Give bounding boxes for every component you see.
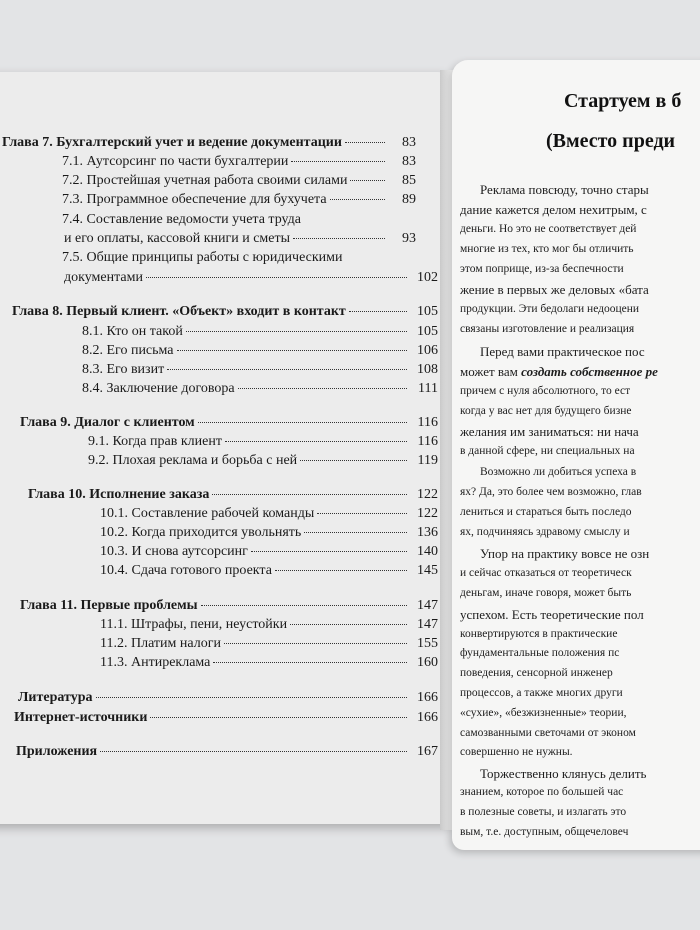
text-line: этом поприще, из-за беспечности [460, 263, 624, 275]
toc-entry[interactable]: 7.1. Аутсорсинг по части бухгалтерии 83 [62, 154, 416, 169]
toc-entry[interactable]: 7.4. Составление ведомости учета труда [62, 212, 301, 227]
toc-page: 83 [402, 135, 416, 150]
toc-entry[interactable]: 8.2. Его письма 106 [82, 343, 438, 358]
toc-entry[interactable]: 8.4. Заключение договора 111 [82, 381, 438, 396]
text-line: Возможно ли добиться успеха в [480, 466, 637, 478]
toc-entry[interactable]: 8.3. Его визит 108 [82, 362, 438, 377]
text-line: деньгам, иначе говоря, может быть [460, 587, 632, 599]
toc-entry[interactable]: 9.1. Когда прав клиент 116 [88, 434, 438, 449]
emphasis-text: создать собственное ре [521, 364, 658, 379]
toc-entry[interactable]: 11.2. Платим налоги 155 [100, 636, 438, 651]
text-line: фундаментальные положения пс [460, 647, 620, 659]
text-line: многие из тех, кто мог бы отличить [460, 243, 634, 255]
toc-title: Глава 7. Бухгалтерский учет и ведение документации [2, 135, 342, 150]
toc-entry[interactable]: 11.1. Штрафы, пени, неустойки 147 [100, 617, 438, 632]
page-title: Стартуем в б [564, 90, 682, 112]
toc-entry[interactable]: 8.1. Кто он такой 105 [82, 324, 438, 339]
toc-chapter-7[interactable] [2, 134, 416, 151]
text-line: в полезные советы, и излагать это [460, 806, 627, 818]
text-line: процессов, а также многих други [460, 687, 623, 699]
toc-internet-sources[interactable]: Интернет-источники 166 [14, 710, 438, 725]
text-line: деньги. Но это не соответствует дей [460, 223, 637, 235]
text-line: в данной сфере, ни специальных на [460, 445, 635, 457]
right-page [452, 60, 700, 850]
toc-entry[interactable]: 10.4. Сдача готового проекта 145 [100, 563, 438, 578]
text-line: самозванными светочами от эконом [460, 727, 636, 739]
toc-appendices[interactable]: Приложения 167 [16, 744, 438, 759]
text-line: поведения, сенсорной инженер [460, 667, 613, 679]
toc-entry[interactable]: 10.3. И снова аутсорсинг 140 [100, 544, 438, 559]
text-line: Торжественно клянусь делить [480, 766, 647, 781]
toc-chapter-8[interactable]: Глава 8. Первый клиент. «Объект» входит в контакт 105 [12, 304, 438, 319]
toc-entry[interactable]: 7.2. Простейшая учетная работа своими силами 85 [62, 173, 416, 188]
text-line: жение в первых же деловых «бата [460, 282, 649, 297]
toc-entry[interactable]: 10.1. Составление рабочей команды 122 [100, 506, 438, 521]
text-line: Упор на практику вовсе не озн [480, 546, 650, 561]
page-subtitle: (Вместо преди [546, 130, 676, 152]
toc-chapter-10[interactable]: Глава 10. Исполнение заказа 122 [28, 487, 438, 502]
text-line: может вам создать собственное ре [460, 364, 658, 379]
text-line: лениться и стараться быть последо [460, 506, 632, 518]
text-line: продукции. Эти бедолаги недооцени [460, 303, 640, 315]
text-line: знанием, которое по большей час [460, 786, 624, 798]
text-line: ях, подчиняясь здравому смыслу и [460, 526, 630, 538]
text-line: «сухие», «безжизненные» теории, [460, 707, 627, 719]
toc-literature[interactable]: Литература 166 [18, 690, 438, 705]
text-line: ях? Да, это более чем возможно, глав [460, 486, 642, 498]
toc-chapter-9[interactable]: Глава 9. Диалог с клиентом 116 [20, 415, 438, 430]
toc-entry[interactable]: документами 102 [64, 270, 438, 285]
text-line: конвертируются в практические [460, 628, 618, 640]
text-line: Перед вами практическое пос [480, 344, 645, 359]
text-line: успехом. Есть теоретические пол [460, 607, 644, 622]
text-line: дание кажется делом нехитрым, с [460, 202, 647, 217]
toc-chapter-11[interactable]: Глава 11. Первые проблемы 147 [20, 598, 438, 613]
toc-entry[interactable]: 11.3. Антиреклама 160 [100, 655, 438, 670]
text-line: когда у вас нет для будущего бизне [460, 405, 632, 417]
text-line: причем с нуля абсолютного, то ест [460, 385, 631, 397]
toc-entry[interactable]: 9.2. Плохая реклама и борьба с ней 119 [88, 453, 438, 468]
text-line: совершенно не нужны. [460, 746, 573, 758]
toc-entry[interactable]: и его оплаты, кассовой книги и сметы 93 [64, 231, 416, 246]
text-line: и сейчас отказаться от теоретическ [460, 567, 632, 579]
text-line: желания им заниматься: ни нача [460, 424, 639, 439]
text-line: вым, т.е. доступным, общечеловеч [460, 826, 629, 838]
text-line: Реклама повсюду, точно стары [480, 182, 649, 197]
toc-entry[interactable]: 7.5. Общие принципы работы с юридическими [62, 250, 343, 265]
toc-entry[interactable]: 10.2. Когда приходится увольнять 136 [100, 525, 438, 540]
text-line: связаны изготовление и реализация [460, 323, 635, 335]
toc-entry[interactable]: 7.3. Программное обеспечение для бухучета 89 [62, 192, 416, 207]
